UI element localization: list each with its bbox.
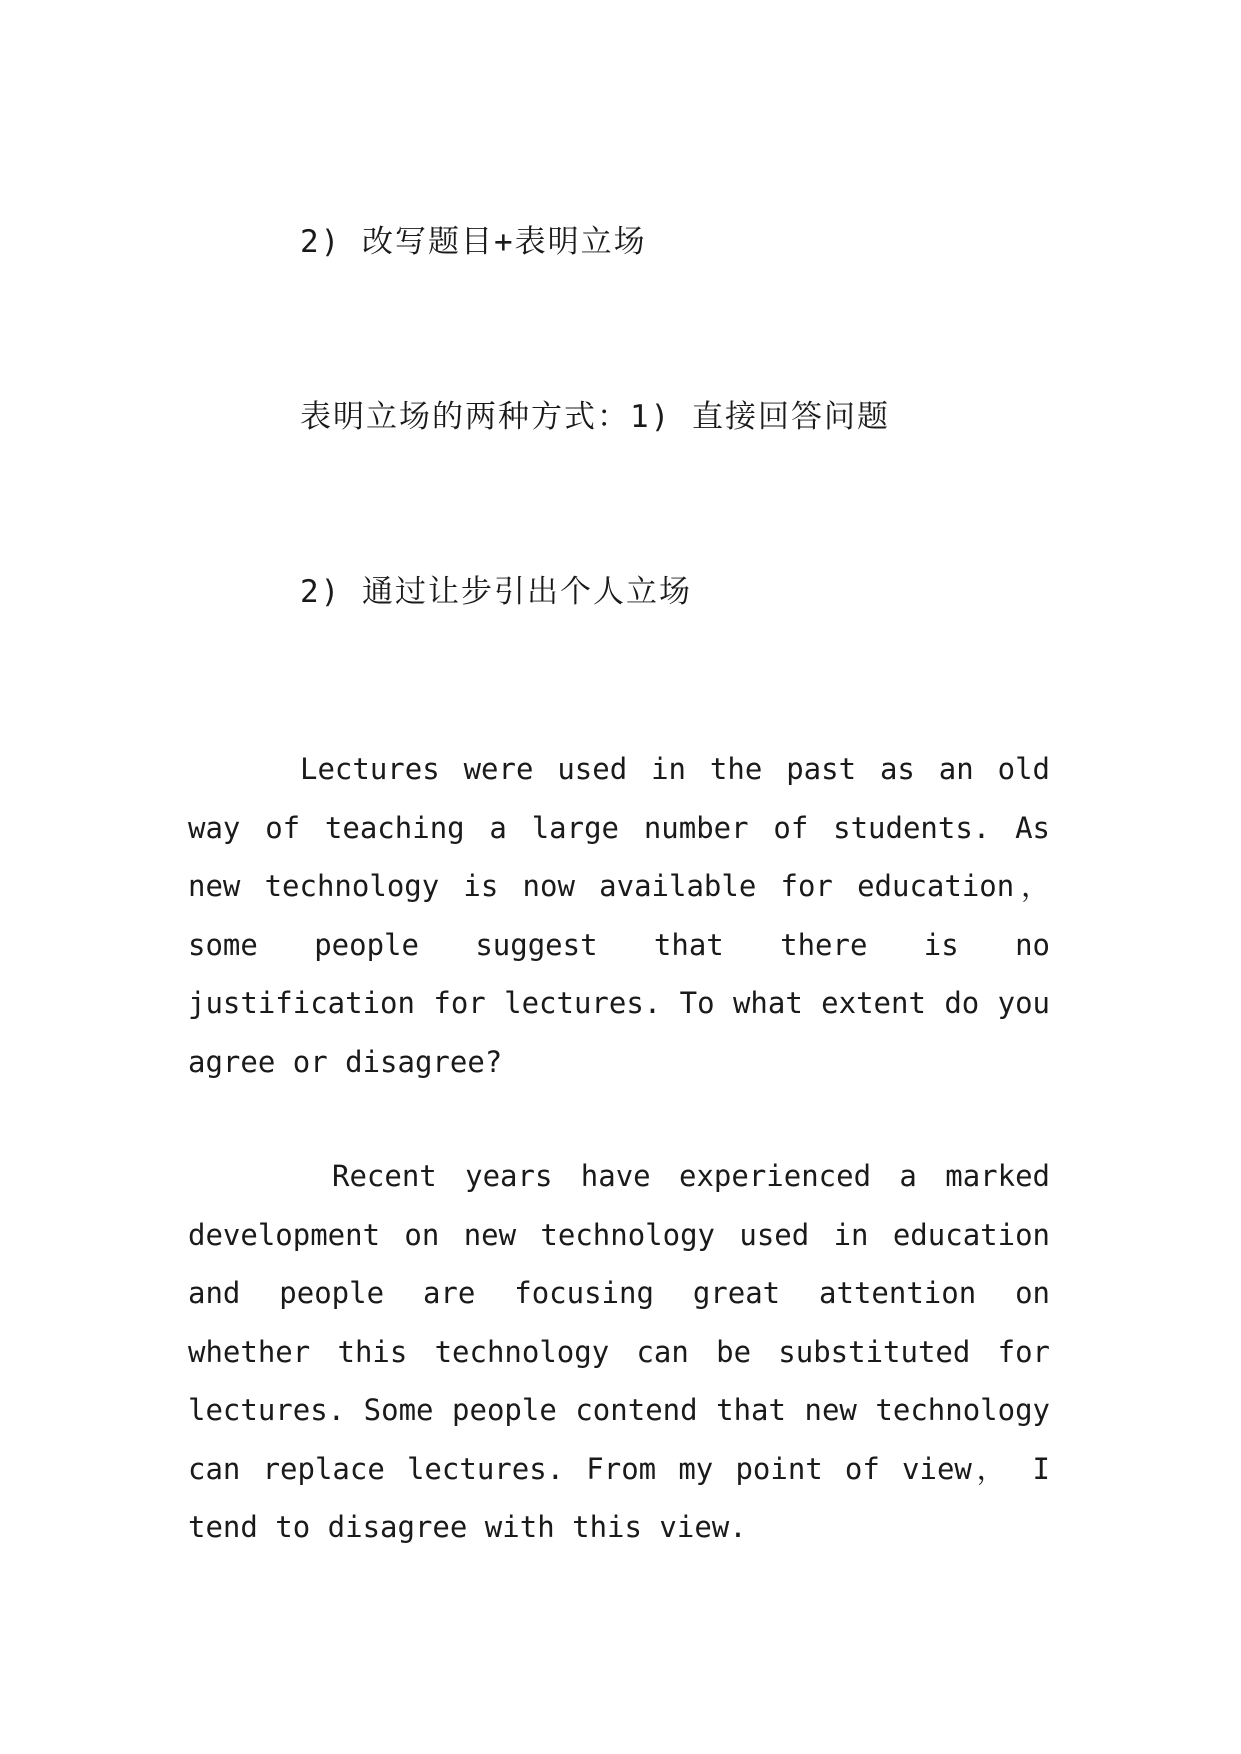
heading-concession-method: 2) 通过让步引出个人立场 bbox=[300, 574, 692, 610]
essay-intro-paragraph: Recent years have experienced a marked development on new technology used in education and people are focusing great attention on whether this technology can be substituted for lectures. Some people contend that new technology can replace lectures. From my point of view， I tend to disagree with this view. bbox=[188, 1159, 1050, 1544]
heading-stance-methods: 表明立场的两种方式：1) 直接回答问题 bbox=[300, 399, 890, 435]
heading-rewrite-prompt: 2) 改写题目+表明立场 bbox=[300, 224, 647, 260]
essay-prompt-paragraph: Lectures were used in the past as an old way of teaching a large number of students. As new technology is now available for education， some people suggest that there is no justification for lectures. To what extent do you agree or disagree? bbox=[188, 752, 1050, 1079]
